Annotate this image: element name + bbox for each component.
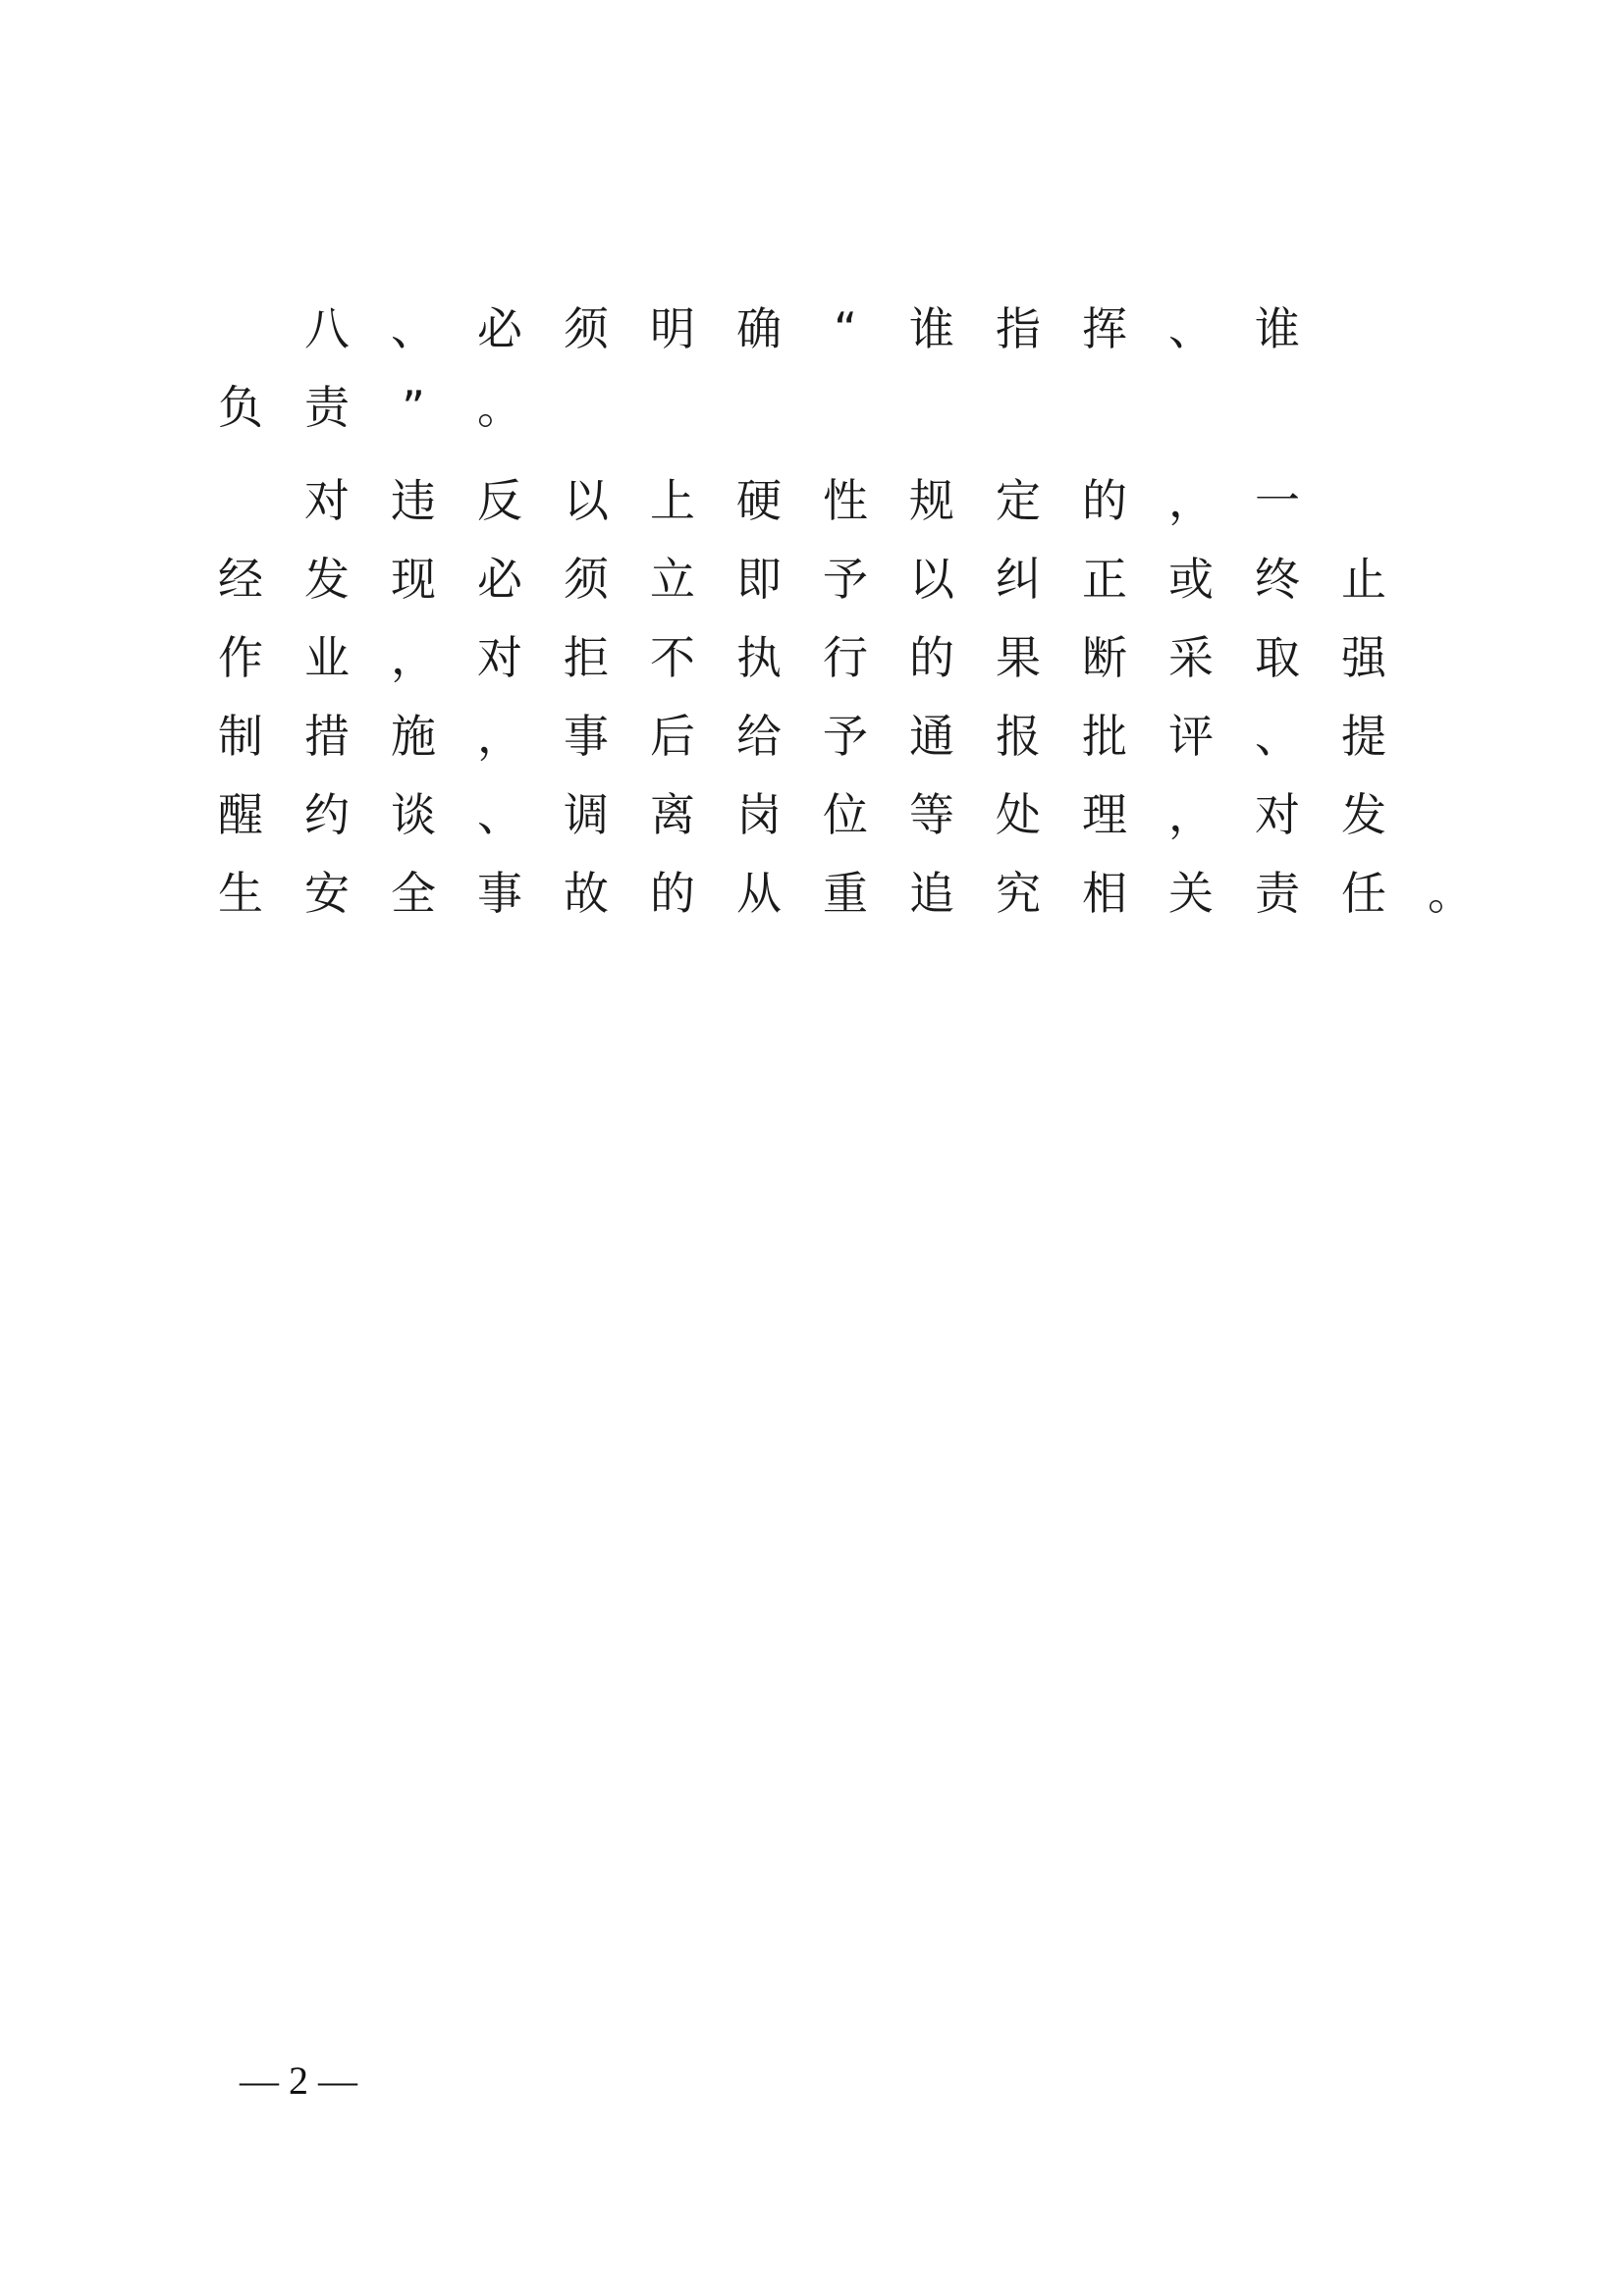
text-char: 立 xyxy=(650,553,695,606)
text-char: 果 xyxy=(996,631,1041,684)
text-char: 确 xyxy=(736,302,782,355)
text-char: 制 xyxy=(218,710,263,763)
text-char: “ xyxy=(834,302,857,355)
text-char: 追 xyxy=(909,867,954,920)
text-char: 安 xyxy=(304,867,350,920)
text-char: 强 xyxy=(1341,631,1386,684)
text-char: 负 xyxy=(218,381,263,434)
text-char: 理 xyxy=(1082,788,1127,841)
text-char: 作 xyxy=(218,631,263,684)
text-char: 明 xyxy=(650,302,695,355)
text-char: 予 xyxy=(823,553,868,606)
text-char: 措 xyxy=(304,710,350,763)
text-char: 以 xyxy=(564,474,609,527)
text-char: 从 xyxy=(736,867,782,920)
text-char: 须 xyxy=(564,302,609,355)
text-char: 、 xyxy=(1168,302,1214,355)
text-char: ， xyxy=(391,631,436,684)
text-char: ， xyxy=(1168,474,1214,527)
text-char: 位 xyxy=(823,788,868,841)
text-char: 须 xyxy=(564,553,609,606)
text-char: 必 xyxy=(477,302,522,355)
text-char: 提 xyxy=(1341,710,1386,763)
text-char: 离 xyxy=(650,788,695,841)
text-char: 正 xyxy=(1082,553,1127,606)
text-char: 的 xyxy=(650,867,695,920)
text-char: 反 xyxy=(477,474,522,527)
text-char: 对 xyxy=(1255,788,1300,841)
text-char: 全 xyxy=(391,867,436,920)
text-char: 对 xyxy=(304,474,350,527)
text-char: 重 xyxy=(823,867,868,920)
text-char: 终 xyxy=(1255,553,1300,606)
text-char: 评 xyxy=(1168,710,1214,763)
text-char: 等 xyxy=(909,788,954,841)
text-char: 岗 xyxy=(736,788,782,841)
text-char: ， xyxy=(1168,788,1214,841)
text-char: 或 xyxy=(1168,553,1214,606)
text-char: 谁 xyxy=(1255,302,1300,355)
text-char: 的 xyxy=(909,631,954,684)
text-char: 责 xyxy=(304,381,350,434)
text-char: 通 xyxy=(909,710,954,763)
text-char: 相 xyxy=(1082,867,1127,920)
text-char: 谁 xyxy=(909,302,954,355)
text-char: 经 xyxy=(218,553,263,606)
text-char: ， xyxy=(477,710,522,763)
text-char: 止 xyxy=(1341,553,1386,606)
text-char: 上 xyxy=(650,474,695,527)
text-char: 报 xyxy=(996,710,1041,763)
text-char: 究 xyxy=(996,867,1041,920)
text-char: 规 xyxy=(909,474,954,527)
text-char: 八 xyxy=(304,302,350,355)
text-char: 必 xyxy=(477,553,522,606)
text-char: 违 xyxy=(391,474,436,527)
text-char: 不 xyxy=(650,631,695,684)
text-char: 执 xyxy=(736,631,782,684)
text-char: 的 xyxy=(1082,474,1127,527)
text-char: 硬 xyxy=(736,474,782,527)
text-char: 定 xyxy=(996,474,1041,527)
text-char: 后 xyxy=(650,710,695,763)
text-char: 断 xyxy=(1082,631,1127,684)
text-char: 给 xyxy=(736,710,782,763)
text-char: 施 xyxy=(391,710,436,763)
text-char: ” xyxy=(402,381,425,434)
text-char: 责 xyxy=(1255,867,1300,920)
text-char: 约 xyxy=(304,788,350,841)
text-char: 。 xyxy=(477,381,522,434)
text-char: 性 xyxy=(823,474,868,527)
text-char: 予 xyxy=(823,710,868,763)
text-char: 纠 xyxy=(996,553,1041,606)
text-char: 业 xyxy=(304,631,350,684)
text-char: 处 xyxy=(996,788,1041,841)
text-char: 谈 xyxy=(391,788,436,841)
text-char: 指 xyxy=(996,302,1041,355)
text-char: 批 xyxy=(1082,710,1127,763)
text-char: 现 xyxy=(391,553,436,606)
text-char: 对 xyxy=(477,631,522,684)
text-char: 故 xyxy=(564,867,609,920)
text-char: 行 xyxy=(823,631,868,684)
text-char: 、 xyxy=(391,302,436,355)
text-char: 事 xyxy=(564,710,609,763)
text-char: 生 xyxy=(218,867,263,920)
text-char: 、 xyxy=(477,788,522,841)
text-char: 醒 xyxy=(218,788,263,841)
text-char: 任 xyxy=(1341,867,1386,920)
text-char: 发 xyxy=(1341,788,1386,841)
text-char: 调 xyxy=(564,788,609,841)
text-char: 发 xyxy=(304,553,350,606)
text-char: 取 xyxy=(1255,631,1300,684)
text-char: 、 xyxy=(1255,710,1300,763)
page-number: — 2 — xyxy=(240,2058,357,2103)
text-char: 拒 xyxy=(564,631,609,684)
text-char: 一 xyxy=(1255,474,1300,527)
text-char: 挥 xyxy=(1082,302,1127,355)
text-char: 即 xyxy=(736,553,782,606)
text-char: 采 xyxy=(1168,631,1214,684)
text-char: 事 xyxy=(477,867,522,920)
text-char: 以 xyxy=(909,553,954,606)
text-char: 。 xyxy=(1428,867,1473,920)
text-char: 关 xyxy=(1168,867,1214,920)
